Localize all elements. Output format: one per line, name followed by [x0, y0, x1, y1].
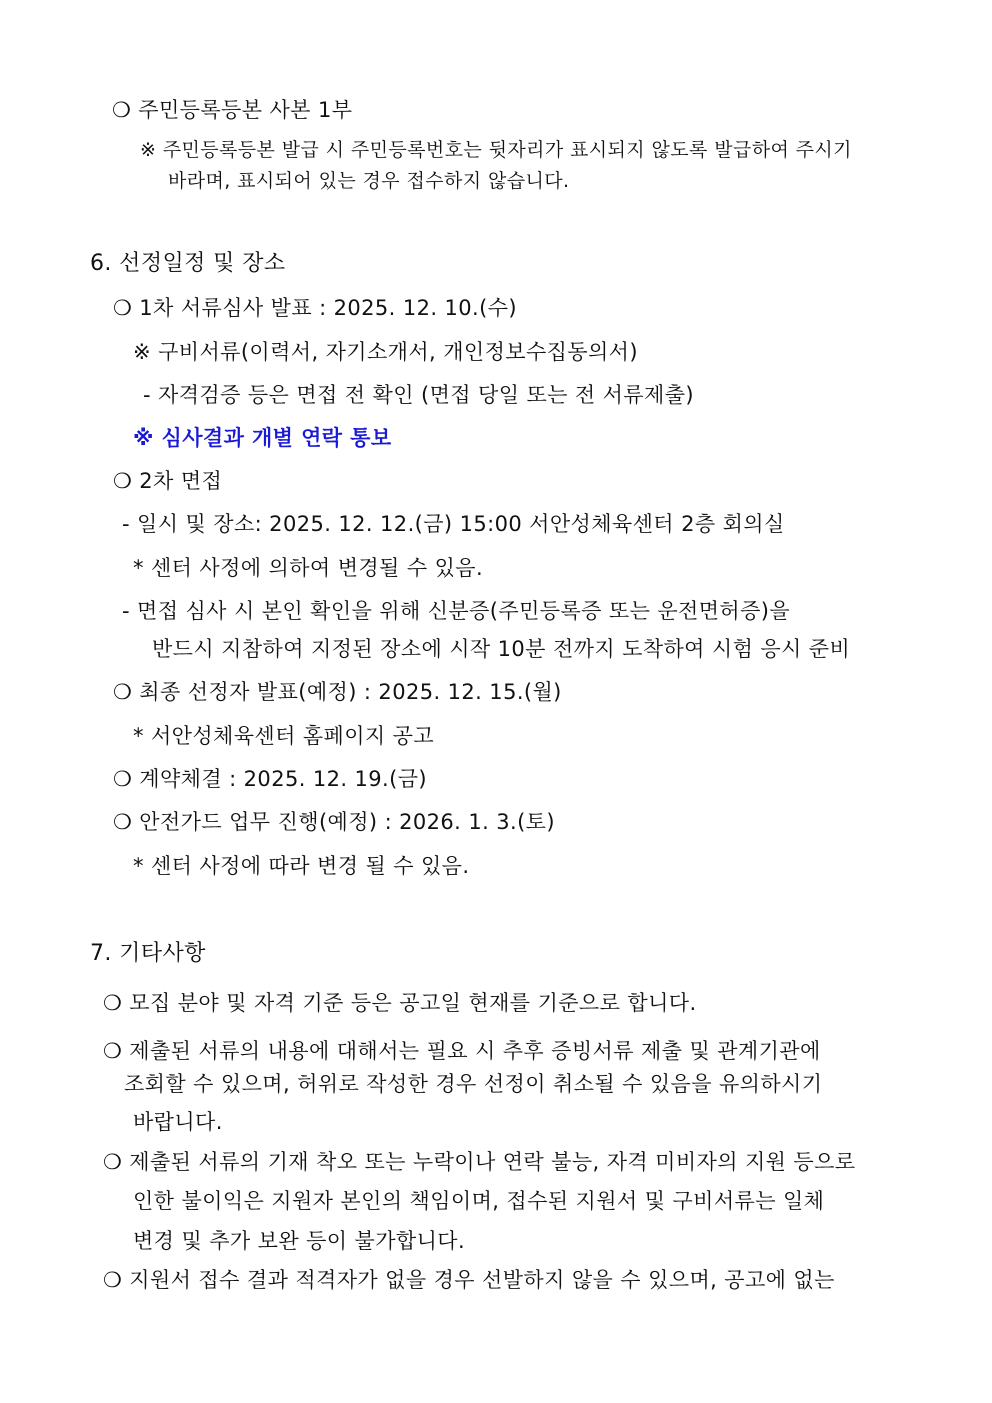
other-item-3-cont-1: 인한 불이익은 지원자 본인의 책임이며, 접수된 지원서 및 구비서류는 일체 — [133, 1189, 825, 1213]
note-resident-number: ※ 주민등록등본 발급 시 주민등록번호는 뒷자리가 표시되지 않도록 발급하여 주시기 — [140, 139, 852, 161]
item-resident-registration: ❍ 주민등록등본 사본 1부 — [112, 98, 353, 122]
note-work-change: * 센터 사정에 따라 변경 될 수 있음. — [133, 854, 470, 878]
note-center-change: * 센터 사정에 의하여 변경될 수 있음. — [133, 556, 484, 580]
item-final-announcement: ❍ 최종 선정자 발표(예정) : 2025. 12. 15.(월) — [113, 680, 562, 704]
other-item-2-cont-2: 바랍니다. — [133, 1110, 223, 1134]
other-item-2-cont-1: 조회할 수 있으며, 허위로 작성한 경우 선정이 취소될 수 있음을 유의하시기 — [124, 1072, 823, 1096]
note-homepage-notice: * 서안성체육센터 홈페이지 공고 — [133, 724, 435, 748]
interview-id-required-cont: 반드시 지참하여 지정된 장소에 시작 10분 전까지 도착하여 시험 응시 준비 — [152, 637, 851, 661]
section-7-title: 7. 기타사항 — [90, 941, 206, 966]
other-item-2: ❍ 제출된 서류의 내용에 대해서는 필요 시 추후 증빙서류 제출 및 관계기관에 — [103, 1039, 821, 1063]
interview-date-place: - 일시 및 장소: 2025. 12. 12.(금) 15:00 서안성체육센터 2층 회의실 — [122, 512, 785, 536]
note-required-documents: ※ 구비서류(이력서, 자기소개서, 개인정보수집동의서) — [133, 340, 638, 364]
note-individual-notice: ※ 심사결과 개별 연락 통보 — [133, 426, 392, 450]
other-item-4: ❍ 지원서 접수 결과 적격자가 없을 경우 선발하지 않을 수 있으며, 공고에 없는 — [103, 1268, 835, 1292]
section-6-title: 6. 선정일정 및 장소 — [90, 251, 286, 276]
other-item-3-cont-2: 변경 및 추가 보완 등이 불가합니다. — [133, 1229, 466, 1253]
item-second-interview: ❍ 2차 면접 — [113, 469, 223, 493]
other-item-1: ❍ 모집 분야 및 자격 기준 등은 공고일 현재를 기준으로 합니다. — [103, 991, 697, 1015]
item-first-screening: ❍ 1차 서류심사 발표 : 2025. 12. 10.(수) — [113, 296, 517, 320]
item-contract: ❍ 계약체결 : 2025. 12. 19.(금) — [113, 767, 428, 791]
other-item-3: ❍ 제출된 서류의 기재 착오 또는 누락이나 연락 불능, 자격 미비자의 지원 등으로 — [103, 1150, 856, 1174]
note-resident-number-cont: 바라며, 표시되어 있는 경우 접수하지 않습니다. — [168, 170, 570, 192]
interview-id-required: - 면접 심사 시 본인 확인을 위해 신분증(주민등록증 또는 운전면허증)을 — [122, 599, 791, 623]
note-qualification-check: - 자격검증 등은 면접 전 확인 (면접 당일 또는 전 서류제출) — [143, 383, 695, 407]
item-work-start: ❍ 안전가드 업무 진행(예정) : 2026. 1. 3.(토) — [113, 810, 555, 834]
